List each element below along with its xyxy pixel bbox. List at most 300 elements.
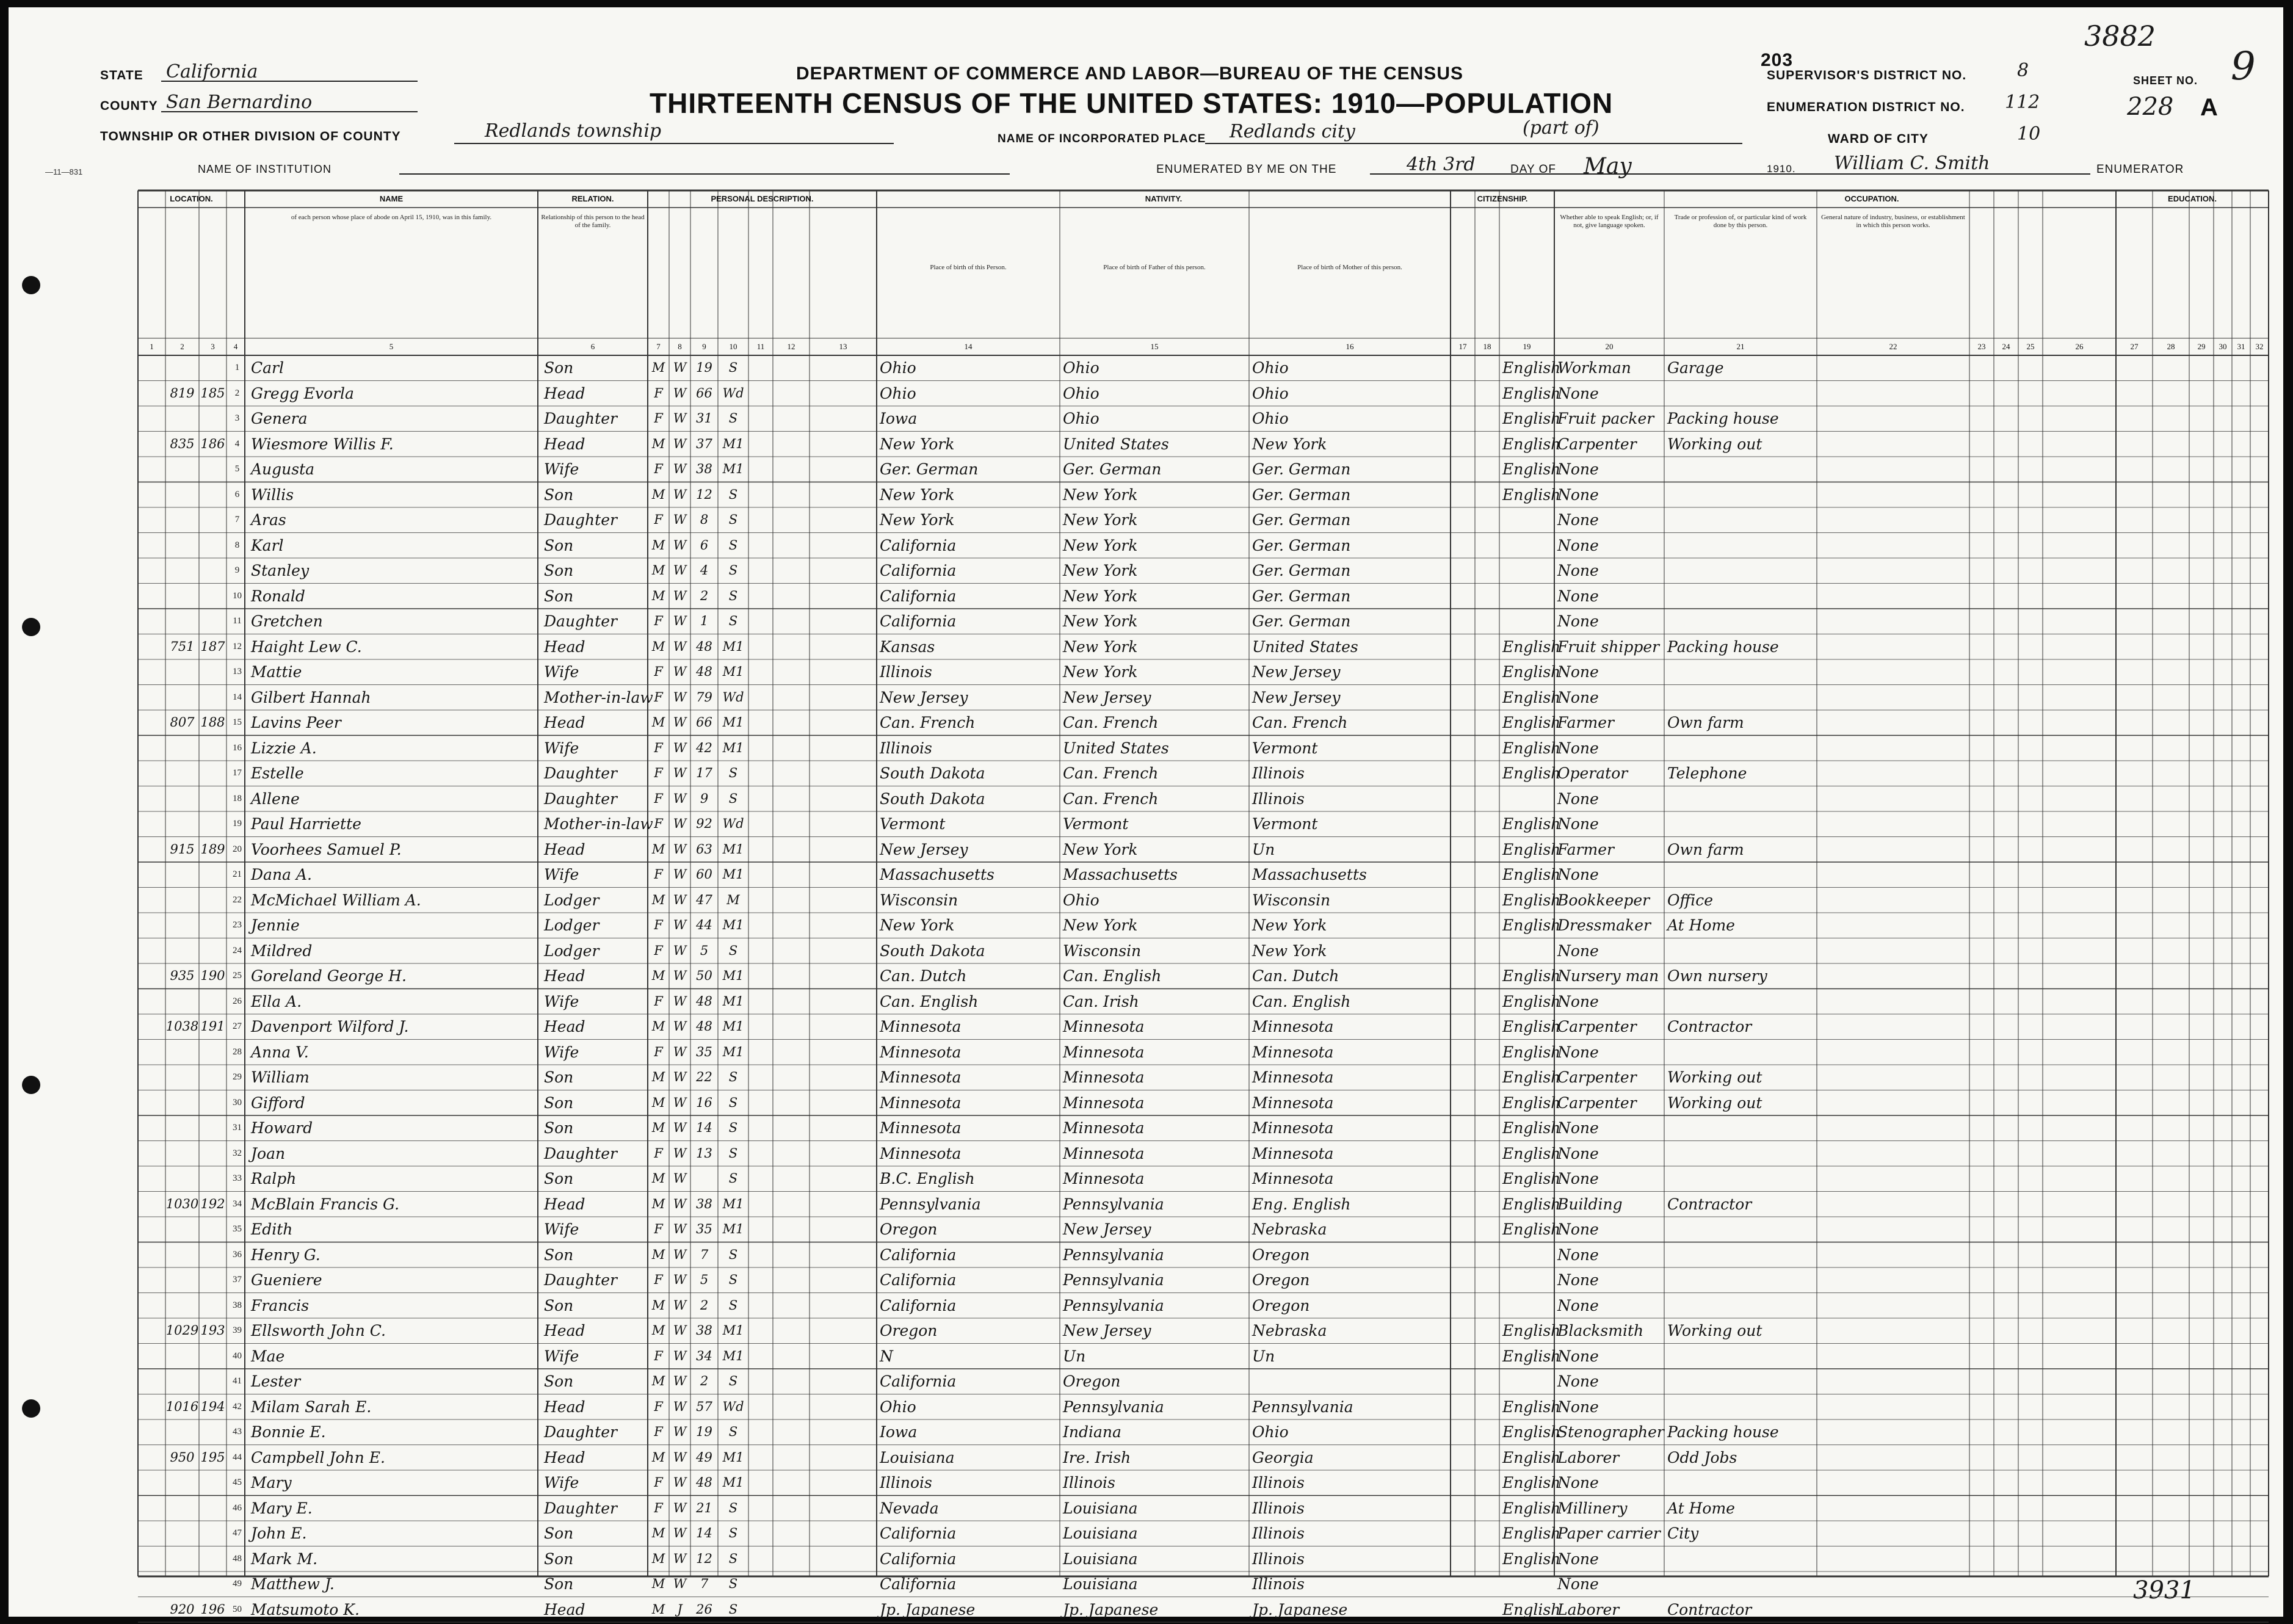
cell-mother: Ohio [1252, 410, 1289, 427]
line-number: 37 [233, 1275, 242, 1285]
column-number: 31 [2237, 342, 2245, 351]
cell-age: 13 [696, 1145, 712, 1161]
cell-name: Aras [251, 511, 286, 529]
cell-birth: Minnesota [880, 1018, 962, 1035]
cell-mother: Georgia [1252, 1448, 1314, 1466]
cell-relation: Daughter [544, 1271, 617, 1289]
cell-sex: F [654, 1145, 663, 1161]
cell-mother: Vermont [1252, 739, 1318, 757]
cell-age: 16 [696, 1095, 712, 1110]
cell-marital: S [728, 360, 738, 375]
cell-age: 12 [696, 1551, 712, 1566]
column-number: 32 [2255, 342, 2264, 351]
cell-name: Francis [251, 1296, 310, 1314]
column-number: 7 [656, 342, 661, 351]
line-number: 29 [233, 1072, 242, 1082]
cell-occupation: Fruit shipper [1557, 637, 1660, 656]
cell-age: 2 [700, 588, 709, 603]
cell-race: W [673, 639, 687, 654]
cell-age: 34 [696, 1348, 712, 1363]
cell-dwelling: 935 [170, 968, 195, 983]
line-number: 48 [233, 1553, 242, 1564]
cell-age: 38 [696, 1323, 712, 1338]
cell-marital: M [726, 892, 740, 907]
cell-mother: Oregon [1252, 1271, 1310, 1289]
cell-relation: Son [544, 1550, 574, 1568]
form-number: —11—831 [45, 167, 83, 176]
cell-name: Mark M. [251, 1550, 318, 1568]
cell-birth: New York [880, 485, 955, 504]
cell-relation: Son [544, 1119, 574, 1137]
cell-race: W [673, 588, 687, 603]
cell-occupation: None [1557, 739, 1599, 757]
cell-occupation: Stenographer [1557, 1423, 1664, 1441]
census-title: THIRTEENTH CENSUS OF THE UNITED STATES: 1910—POPULATION [650, 87, 1614, 119]
cell-occupation: Laborer [1557, 1448, 1620, 1466]
cell-father: Can. French [1063, 714, 1159, 731]
cell-family: 185 [200, 385, 225, 401]
cell-relation: Wife [544, 663, 579, 681]
cell-age: 4 [700, 563, 709, 578]
cell-name: John E. [251, 1524, 307, 1542]
cell-name: Ella A. [251, 992, 302, 1010]
cell-industry: Working out [1667, 1068, 1762, 1086]
cell-english: English [1502, 1170, 1561, 1187]
stamp-corner: 9 [2231, 44, 2256, 89]
cell-relation: Wife [544, 866, 579, 883]
cell-birth: Iowa [880, 1423, 918, 1441]
cell-english: English [1502, 992, 1561, 1010]
cell-name: Henry G. [251, 1245, 321, 1264]
cell-sex: M [651, 1449, 665, 1465]
cell-age: 21 [696, 1500, 712, 1515]
cell-relation: Head [544, 967, 585, 985]
cell-race: W [673, 436, 687, 451]
line-number: 11 [233, 616, 242, 626]
cell-marital: M1 [722, 918, 744, 932]
line-number: 21 [233, 869, 242, 879]
line-number: 28 [233, 1046, 242, 1057]
cell-name: Anna V. [251, 1043, 309, 1061]
cell-name: Haight Lew C. [251, 637, 362, 656]
cell-marital: M1 [722, 1222, 744, 1236]
cell-name: Lavins Peer [251, 714, 341, 731]
cell-family: 196 [200, 1601, 225, 1617]
cell-sex: M [651, 1171, 665, 1186]
cell-father: United States [1063, 435, 1169, 453]
cell-english: English [1502, 916, 1561, 934]
cell-name: Voorhees Samuel P. [251, 840, 402, 858]
line-number: 14 [233, 692, 242, 702]
cell-sex: F [654, 512, 663, 527]
cell-occupation: None [1557, 384, 1599, 402]
cell-name: Ronald [251, 587, 305, 605]
cell-occupation: Bookkeeper [1557, 891, 1650, 909]
cell-marital: Wd [722, 1399, 744, 1414]
cell-age: 12 [696, 487, 712, 502]
cell-relation: Daughter [544, 410, 617, 427]
cell-birth: California [880, 1296, 957, 1314]
line-number: 7 [234, 515, 240, 524]
census-sheet [9, 7, 2283, 1617]
cell-relation: Daughter [544, 612, 617, 630]
cell-occupation: None [1557, 1271, 1599, 1289]
cell-english: English [1502, 815, 1561, 833]
cell-race: W [673, 1120, 687, 1135]
cell-marital: M1 [722, 1019, 744, 1034]
cell-age: 50 [696, 968, 712, 983]
cell-marital: M1 [722, 1044, 744, 1059]
header-relation: Relationship of this person to the head of the family. [541, 214, 645, 229]
line-number: 47 [233, 1528, 242, 1538]
cell-relation: Daughter [544, 1499, 617, 1517]
column-number: 6 [590, 342, 595, 351]
cell-race: W [673, 1222, 687, 1236]
cell-occupation: None [1557, 562, 1599, 579]
cell-occupation: Building [1557, 1195, 1623, 1213]
cell-mother: New York [1252, 941, 1327, 960]
cell-birth: Ohio [880, 359, 916, 377]
cell-relation: Wife [544, 1474, 579, 1492]
column-number: 23 [1977, 342, 1986, 351]
cell-father: Ohio [1063, 891, 1099, 909]
cell-family: 192 [200, 1196, 225, 1211]
cell-race: W [673, 1576, 687, 1591]
cell-marital: S [728, 1576, 738, 1591]
cell-name: Gilbert Hannah [251, 688, 371, 706]
cell-father: Can. French [1063, 764, 1159, 782]
supervisor-value: 8 [2017, 60, 2029, 81]
line-number: 17 [233, 768, 242, 778]
cell-sex: M [651, 841, 665, 857]
cell-father: New Jersey [1063, 1322, 1151, 1339]
cell-marital: S [728, 1297, 738, 1313]
cell-birth: California [880, 562, 957, 579]
cell-name: Mary E. [251, 1499, 313, 1517]
cell-birth: New York [880, 916, 955, 934]
cell-industry: City [1667, 1524, 1699, 1542]
cell-mother: Pennsylvania [1252, 1397, 1353, 1416]
cell-birth: Minnesota [880, 1119, 962, 1137]
column-number: 15 [1150, 342, 1159, 351]
cell-mother: Vermont [1252, 815, 1318, 833]
cell-sex: M [651, 436, 665, 451]
cell-father: Can. English [1063, 967, 1162, 985]
cell-sex: M [651, 563, 665, 578]
cell-birth: South Dakota [880, 764, 985, 782]
cell-father: New Jersey [1063, 688, 1151, 706]
cell-age: 6 [700, 537, 709, 553]
cell-marital: M1 [722, 993, 744, 1009]
cell-occupation: None [1557, 663, 1599, 681]
line-number: 5 [234, 464, 240, 474]
header-birth-father: Place of birth of Father of this person. [1103, 264, 1206, 271]
cell-father: Can. French [1063, 789, 1159, 808]
stamp-top: 3882 [2084, 20, 2156, 53]
cell-mother: New Jersey [1252, 663, 1341, 681]
cell-father: New York [1063, 637, 1138, 656]
cell-sex: M [651, 1323, 665, 1338]
cell-marital: S [728, 487, 738, 502]
cell-relation: Daughter [544, 789, 617, 808]
cell-birth: Jp. Japanese [880, 1600, 976, 1619]
cell-sex: F [654, 462, 663, 476]
cell-race: W [673, 664, 687, 679]
cell-name: Ralph [251, 1170, 297, 1187]
line-number: 23 [233, 920, 242, 930]
cell-occupation: Laborer [1557, 1600, 1620, 1619]
cell-father: Ire. Irish [1063, 1448, 1131, 1466]
header-industry: General nature of industry, business, or establishment in which this person works. [1821, 214, 1965, 229]
cell-english: English [1502, 1043, 1561, 1061]
cell-father: Pennsylvania [1063, 1271, 1164, 1289]
column-number: 20 [1605, 342, 1614, 351]
cell-english: English [1502, 891, 1561, 909]
cell-birth: New York [880, 435, 955, 453]
cell-sex: M [651, 588, 665, 603]
cell-sex: F [654, 385, 663, 401]
cell-marital: M1 [722, 436, 744, 451]
cell-race: J [677, 1601, 683, 1617]
cell-age: 37 [696, 436, 712, 451]
group-education: EDUCATION. [2168, 194, 2217, 203]
cell-age: 7 [700, 1247, 709, 1262]
cell-marital: S [728, 1424, 738, 1439]
cell-marital: S [728, 1601, 738, 1617]
cell-sex: M [651, 1601, 665, 1617]
cell-marital: S [728, 1374, 738, 1388]
cell-mother: Minnesota [1252, 1170, 1334, 1187]
group-occupation: OCCUPATION. [1844, 194, 1899, 203]
cell-mother: New York [1252, 916, 1327, 934]
cell-name: Milam Sarah E. [251, 1397, 372, 1416]
cell-age: 14 [696, 1526, 712, 1540]
cell-relation: Son [544, 1575, 574, 1593]
enumeration-value: 112 [2005, 92, 2040, 113]
cell-sex: M [651, 1247, 665, 1262]
cell-sex: F [654, 1272, 663, 1287]
cell-marital: M1 [722, 968, 744, 983]
cell-occupation: None [1557, 1474, 1599, 1492]
line-number: 45 [233, 1477, 242, 1487]
line-number: 36 [233, 1249, 242, 1260]
cell-father: New York [1063, 840, 1138, 858]
cell-age: 17 [696, 766, 712, 780]
institution-line [399, 173, 1010, 175]
cell-father: New York [1063, 511, 1138, 529]
line-number: 49 [233, 1579, 242, 1589]
line-number: 42 [233, 1401, 242, 1412]
line-number: 8 [234, 540, 240, 550]
cell-age: 2 [700, 1374, 709, 1388]
cell-father: New Jersey [1063, 1220, 1151, 1238]
cell-name: Ellsworth John C. [251, 1322, 386, 1339]
cell-race: W [673, 512, 687, 527]
cell-marital: S [728, 766, 738, 780]
cell-father: New York [1063, 485, 1138, 504]
township-line [454, 143, 894, 144]
cell-english: English [1502, 1195, 1561, 1213]
line-number: 15 [233, 717, 242, 727]
cell-birth: California [880, 612, 957, 630]
cell-name: Goreland George H. [251, 967, 407, 985]
line-number: 27 [233, 1021, 242, 1031]
cell-marital: S [728, 563, 738, 578]
line-number: 50 [233, 1604, 242, 1614]
cell-name: Matsumoto K. [251, 1600, 360, 1619]
cell-marital: S [728, 943, 738, 958]
cell-father: Ohio [1063, 384, 1099, 402]
cell-sex: F [654, 411, 663, 426]
cell-birth: Can. Dutch [880, 967, 967, 985]
cell-father: New York [1063, 916, 1138, 934]
cell-occupation: None [1557, 1575, 1599, 1593]
line-number: 33 [233, 1173, 242, 1183]
column-number: 11 [756, 342, 765, 351]
cell-birth: Vermont [880, 815, 946, 833]
cell-english: English [1502, 967, 1561, 985]
cell-english: English [1502, 460, 1561, 478]
cell-race: W [673, 1374, 687, 1388]
cell-mother: Minnesota [1252, 1018, 1334, 1035]
cell-sex: M [651, 968, 665, 983]
column-number: 21 [1736, 342, 1745, 351]
cell-occupation: Operator [1557, 764, 1628, 782]
cell-birth: Illinois [880, 1474, 932, 1492]
cell-industry: Own farm [1667, 714, 1744, 731]
cell-name: Dana A. [251, 866, 312, 883]
cell-age: 92 [696, 816, 712, 831]
cell-relation: Lodger [544, 941, 600, 960]
ward-label: WARD OF CITY [1828, 132, 1929, 146]
cell-industry: Own nursery [1667, 967, 1767, 985]
supervisor-label: SUPERVISOR'S DISTRICT NO. [1767, 68, 1967, 82]
month-value: May [1584, 154, 1632, 179]
cell-name: Mattie [251, 663, 302, 681]
cell-birth: New Jersey [880, 840, 968, 858]
cell-occupation: None [1557, 866, 1599, 883]
cell-english: English [1502, 1600, 1561, 1619]
cell-relation: Wife [544, 460, 579, 478]
cell-father: Louisiana [1063, 1524, 1138, 1542]
cell-name: Matthew J. [251, 1575, 335, 1593]
cell-birth: Oregon [880, 1220, 938, 1238]
cell-relation: Son [544, 485, 574, 504]
line-number: 30 [233, 1097, 242, 1107]
cell-father: Jp. Japanese [1063, 1600, 1159, 1619]
column-number: 2 [180, 342, 184, 351]
cell-occupation: None [1557, 1220, 1599, 1238]
cell-birth: California [880, 1550, 957, 1568]
cell-marital: S [728, 1272, 738, 1287]
cell-sex: F [654, 1044, 663, 1059]
cell-age: 48 [696, 1019, 712, 1034]
cell-mother: Ger. German [1252, 460, 1351, 478]
cell-sex: M [651, 537, 665, 553]
enumerated-label: ENUMERATED BY ME ON THE [1156, 163, 1337, 176]
line-number: 3 [234, 413, 240, 423]
column-number: 18 [1483, 342, 1491, 351]
cell-industry: Contractor [1667, 1600, 1752, 1619]
cell-mother: United States [1252, 637, 1358, 656]
cell-dwelling: 920 [170, 1601, 195, 1617]
cell-sex: M [651, 1526, 665, 1540]
cell-marital: S [728, 1070, 738, 1084]
cell-relation: Head [544, 637, 585, 656]
cell-race: W [673, 487, 687, 502]
cell-marital: M1 [722, 1449, 744, 1465]
cell-name: Campbell John E. [251, 1448, 385, 1466]
cell-english: English [1502, 1550, 1561, 1568]
cell-english: English [1502, 714, 1561, 731]
cell-name: Mary [251, 1474, 292, 1492]
cell-industry: Packing house [1667, 1423, 1779, 1441]
cell-occupation: None [1557, 815, 1599, 833]
header-birth-mother: Place of birth of Mother of this person. [1297, 264, 1402, 271]
cell-occupation: Carpenter [1557, 1018, 1637, 1035]
cell-mother: Illinois [1252, 1550, 1305, 1568]
cell-marital: S [728, 1095, 738, 1110]
cell-occupation: None [1557, 1170, 1599, 1187]
cell-sex: F [654, 1348, 663, 1363]
cell-occupation: Carpenter [1557, 1068, 1637, 1086]
cell-age: 60 [696, 867, 712, 882]
column-number: 22 [1889, 342, 1897, 351]
cell-birth: California [880, 587, 957, 605]
cell-english: English [1502, 485, 1561, 504]
cell-father: Minnesota [1063, 1018, 1145, 1035]
cell-mother: Illinois [1252, 789, 1305, 808]
cell-english: English [1502, 840, 1561, 858]
cell-birth: South Dakota [880, 789, 985, 808]
cell-dwelling: 1038 [165, 1019, 199, 1034]
line-number: 44 [233, 1452, 242, 1462]
cell-mother: Ger. German [1252, 485, 1351, 504]
cell-family: 187 [200, 639, 225, 654]
cell-relation: Wife [544, 992, 579, 1010]
cell-race: W [673, 360, 687, 375]
column-number: 4 [233, 342, 238, 351]
cell-race: W [673, 740, 687, 755]
cell-marital: Wd [722, 689, 744, 705]
cell-sex: M [651, 360, 665, 375]
cell-mother: Oregon [1252, 1296, 1310, 1314]
line-number: 12 [233, 641, 242, 651]
cell-race: W [673, 1449, 687, 1465]
cell-race: W [673, 614, 687, 628]
cell-birth: Minnesota [880, 1043, 962, 1061]
cell-father: New York [1063, 587, 1138, 605]
group-citizenship: CITIZENSHIP. [1477, 194, 1528, 203]
cell-sex: F [654, 918, 663, 932]
cell-age: 48 [696, 1475, 712, 1490]
cell-occupation: None [1557, 1043, 1599, 1061]
cell-dwelling: 835 [170, 436, 195, 451]
header-trade: Trade or profession of, or particular kind of work done by this person. [1674, 214, 1807, 229]
header-birth-person: Place of birth of this Person. [930, 264, 1007, 271]
cell-name: Estelle [251, 764, 304, 782]
cell-race: W [673, 385, 687, 401]
cell-birth: California [880, 1575, 957, 1593]
cell-birth: Ger. German [880, 460, 979, 478]
cell-mother: Massachusetts [1252, 866, 1367, 883]
enumerator-line [1370, 173, 2090, 175]
cell-mother: Wisconsin [1252, 891, 1331, 909]
cell-sex: F [654, 816, 663, 831]
cell-name: William [251, 1068, 310, 1086]
cell-mother: Ohio [1252, 384, 1289, 402]
cell-race: W [673, 1475, 687, 1490]
